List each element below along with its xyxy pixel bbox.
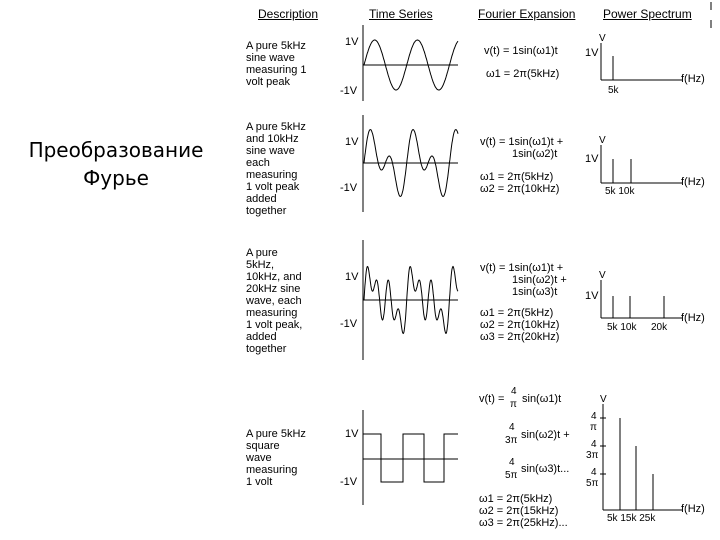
row-4-fourier-w3: ω3 = 2π(25kHz)... (479, 517, 568, 529)
row-3-fourier-eq3: 1sin(ω3)t (512, 286, 558, 298)
row-2-vpos: 1V (345, 136, 359, 148)
row-4-frac2-num: 4 (509, 422, 515, 433)
row-1-spectrum-v: V (599, 33, 606, 44)
row-3-spectrum-axes (601, 280, 682, 318)
row-1-fourier-w1: ω1 = 2π(5kHz) (486, 68, 560, 80)
row-1-vneg: -1V (340, 85, 358, 97)
row-1-time-axes (363, 25, 458, 101)
row-4-fourier-t3: sin(ω3)t... (521, 463, 570, 475)
row-3-spectrum-v: V (599, 270, 606, 281)
row-2-spectrum-axes (601, 145, 682, 183)
row-1-fourier-eq: v(t) = 1sin(ω1)t (484, 45, 558, 57)
row-3-fourier-eq2: 1sin(ω2)t + (512, 274, 567, 286)
row-2-time-axes (363, 115, 458, 212)
header-time-series: Time Series (369, 7, 433, 21)
row-4-amp2-num: 4 (591, 439, 597, 450)
row-4-frac1-num: 4 (511, 386, 517, 397)
row-4-spectrum-axes (600, 404, 682, 510)
row-4-fourier-v: v(t) = (479, 393, 505, 405)
header-fourier: Fourier Expansion (478, 7, 576, 21)
row-2-spectrum-v: V (599, 135, 606, 146)
row-2-vneg: -1V (340, 182, 358, 194)
row-3-fourier-w2: ω2 = 2π(10kHz) (480, 319, 560, 331)
row-4-description: A pure 5kHz square wave measuring 1 volt (246, 428, 306, 488)
row-4-frac3-num: 4 (509, 457, 515, 468)
row-4-spectrum-v: V (600, 394, 607, 405)
row-4-frac1-den: π (510, 399, 517, 410)
row-2-ticks: 5k 10k (605, 186, 635, 197)
row-4-square-wave (363, 434, 458, 482)
row-1-description: A pure 5kHz sine wave measuring 1 volt peak (246, 40, 307, 88)
row-4-ticks: 5k 15k 25k (607, 513, 656, 524)
row-4-frac3-den: 5π (505, 470, 518, 481)
row-3-ticks-b: 20k (651, 322, 668, 333)
header-description: Description (258, 7, 319, 21)
row-3-ticks-a: 5k 10k (607, 322, 637, 333)
row-3-freq-label: f(Hz) (681, 312, 705, 324)
row-4-frac2-den: 3π (505, 435, 518, 446)
row-3-fourier-w3: ω3 = 2π(20kHz) (480, 331, 560, 343)
row-3-vneg: -1V (340, 318, 358, 330)
slide-title-line-1: Преобразование (28, 138, 204, 162)
row-4-fourier-w1: ω1 = 2π(5kHz) (479, 493, 553, 505)
row-1-vpos: 1V (345, 36, 359, 48)
row-4-vneg: -1V (340, 476, 358, 488)
row-4-fourier-w2: ω2 = 2π(15kHz) (479, 505, 559, 517)
row-2-description: A pure 5kHz and 10kHz sine wave each measuring 1 volt peak added together (246, 121, 306, 217)
row-4-vpos: 1V (345, 428, 359, 440)
row-3-vpos: 1V (345, 271, 359, 283)
row-4-amp1-num: 4 (591, 411, 597, 422)
row-2-spectrum-1v: 1V (585, 153, 599, 165)
row-3-time-axes (363, 240, 458, 360)
row-1-spectrum-axes (601, 43, 682, 80)
row-3-fourier-w1: ω1 = 2π(5kHz) (480, 307, 554, 319)
row-4-amp2-den: 3π (586, 450, 599, 461)
row-1-freq-label: f(Hz) (681, 73, 705, 85)
row-2-freq-label: f(Hz) (681, 176, 705, 188)
row-3-fourier-eq: v(t) = 1sin(ω1)t + (480, 262, 564, 274)
row-2-fourier-eq2: 1sin(ω2)t (512, 148, 558, 160)
row-4-fourier-t2: sin(ω2)t + (521, 429, 570, 441)
row-3-description: A pure 5kHz, 10kHz, and 20kHz sine wave, each measuring 1 volt peak, added together (246, 247, 303, 355)
row-3-spectrum-1v: 1V (585, 290, 599, 302)
row-4-amp3-den: 5π (586, 478, 599, 489)
row-4-amp1-den: π (590, 422, 597, 433)
row-4-freq-label: f(Hz) (681, 503, 705, 515)
row-2-fourier-eq: v(t) = 1sin(ω1)t + (480, 136, 564, 148)
row-2-fourier-w2: ω2 = 2π(10kHz) (480, 183, 560, 195)
row-1-spectrum-1v: 1V (585, 47, 599, 59)
slide-title-line-2: Фурье (83, 166, 149, 190)
row-4-amp3-num: 4 (591, 467, 597, 478)
row-4-fourier-t1: sin(ω1)t (522, 393, 562, 405)
row-2-fourier-w1: ω1 = 2π(5kHz) (480, 171, 554, 183)
row-1-tick-5k: 5k (608, 85, 619, 96)
header-power: Power Spectrum (603, 7, 692, 21)
